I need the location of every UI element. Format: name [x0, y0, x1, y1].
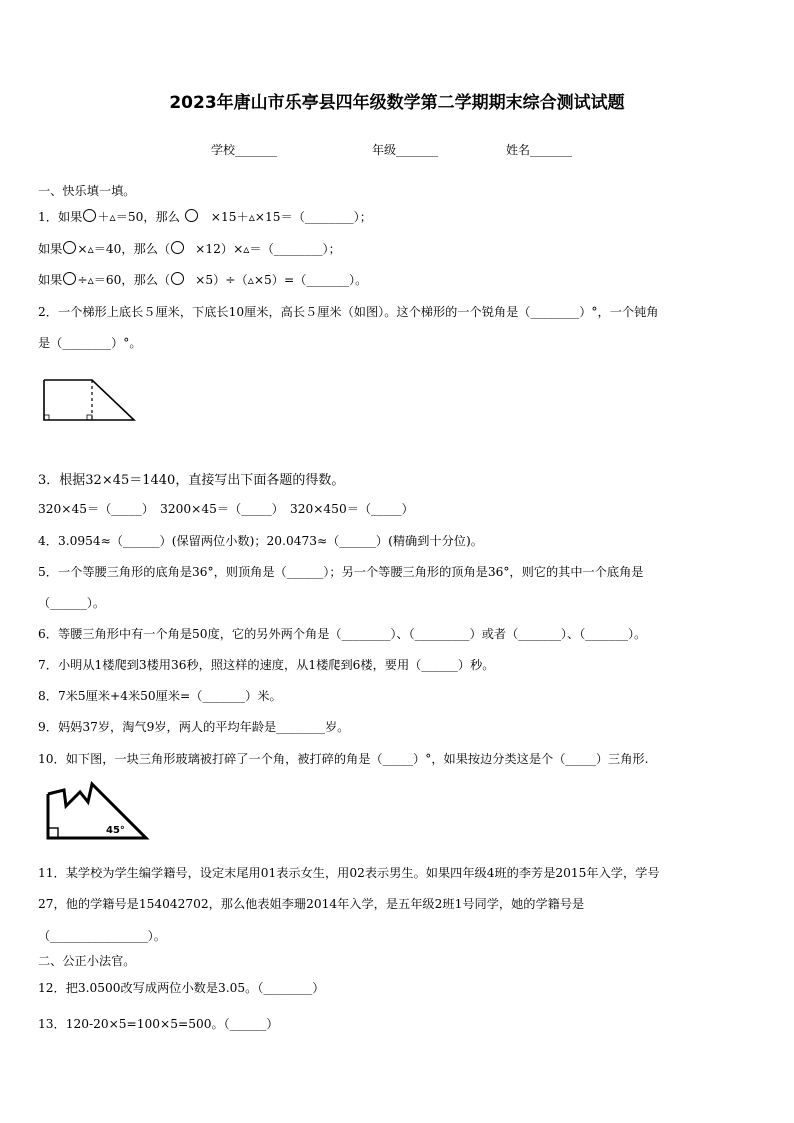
question-1-line-1	[38, 208, 372, 225]
q1-text-a: 如果	[38, 273, 63, 287]
grade-field[interactable]: 年级_______	[372, 143, 439, 157]
question-2-line-2: 是（________）°。	[38, 336, 142, 350]
name-field[interactable]: 姓名_______	[506, 143, 573, 157]
school-field[interactable]: 学校_______	[211, 143, 278, 157]
circle-icon	[171, 272, 184, 285]
page-title: 2023年唐山市乐亭县四年级数学第二学期期末综合测试试题	[169, 93, 625, 113]
q1-text-a: 如果	[38, 242, 63, 256]
question-11-line-3: （________________）。	[38, 929, 166, 943]
q1-text-a: 1．如果	[38, 210, 83, 224]
section-heading-1: 一、快乐填一填。	[38, 184, 136, 198]
circle-icon	[171, 241, 184, 254]
question-4: 4．3.0954≈（______）(保留两位小数)；20.0473≈（______）(精确到十分位)。	[38, 534, 483, 548]
q1-text-b: ×▵＝40，那么（	[77, 242, 171, 256]
question-9: 9．妈妈37岁，淘气9岁，两人的平均年龄是________岁。	[38, 720, 350, 734]
circle-icon	[83, 209, 96, 222]
question-12: 12．把3.0500改写成两位小数是3.05。（________）	[38, 981, 325, 995]
broken-triangle-outline	[48, 784, 146, 838]
angle-label: 45°	[106, 825, 125, 836]
q1-text-b: ÷▵＝60，那么（	[77, 273, 171, 287]
q1-text-c: ×5）÷（▵×5）=（_______）。	[195, 273, 368, 287]
question-6: 6．等腰三角形中有一个角是50度，它的另外两个角是（________）、（_________）或者（_______）、（_______）。	[38, 627, 647, 641]
question-7: 7．小明从1楼爬到3楼用36秒，照这样的速度，从1楼爬到6楼，要用（______）秒。	[38, 658, 495, 672]
question-11-line-2: 27，他的学籍号是154042702，那么他表姐李珊2014年入学，是五年级2班1号同学，她的学籍号是	[38, 897, 585, 911]
question-5-line-1: 5．一个等腰三角形的底角是36°，则顶角是（______）；另一个等腰三角形的顶角是36°，则它的其中一个底角是	[38, 565, 644, 579]
q1-text-c: ×15＋▵×15＝（________）；	[210, 210, 372, 224]
broken-triangle-figure	[40, 778, 156, 844]
question-13: 13．120-20×5=100×5=500。（______）	[38, 1017, 279, 1031]
question-5-line-2: （______）。	[38, 596, 106, 610]
question-1-line-3	[38, 271, 367, 288]
question-8: 8．7米5厘米+4米50厘米=（_______）米。	[38, 689, 282, 703]
question-11-line-1: 11．某学校为学生编学籍号，设定末尾用01表示女生，用02表示男生。如果四年级4班的李芳是2015年入学，学号	[38, 866, 660, 880]
question-2-line-1: 2．一个梯形上底长５厘米，下底长10厘米，高长５厘米（如图）。这个梯形的一个锐角是（________）°，一个钝角	[38, 305, 659, 319]
question-3-line-2: 320×45＝（_____） 3200×45＝（_____） 320×450＝（_____）	[38, 502, 414, 516]
circle-icon	[185, 209, 198, 222]
question-10: 10．如下图，一块三角形玻璃被打碎了一个角，被打碎的角是（_____）°，如果按边分类这是个（_____）三角形.	[38, 752, 649, 766]
trapezoid-outline	[44, 380, 134, 420]
circle-icon	[63, 241, 76, 254]
section-heading-2: 二、公正小法官。	[38, 954, 136, 968]
question-1-line-2	[38, 240, 341, 257]
circle-icon	[63, 272, 76, 285]
trapezoid-figure	[36, 372, 148, 444]
q1-text-c: ×12）×▵＝（________）；	[195, 242, 341, 256]
q1-text-b: ＋▵＝50，那么	[97, 210, 180, 224]
question-3-line-1: 3．根据32×45＝1440，直接写出下面各题的得数。	[38, 473, 345, 488]
